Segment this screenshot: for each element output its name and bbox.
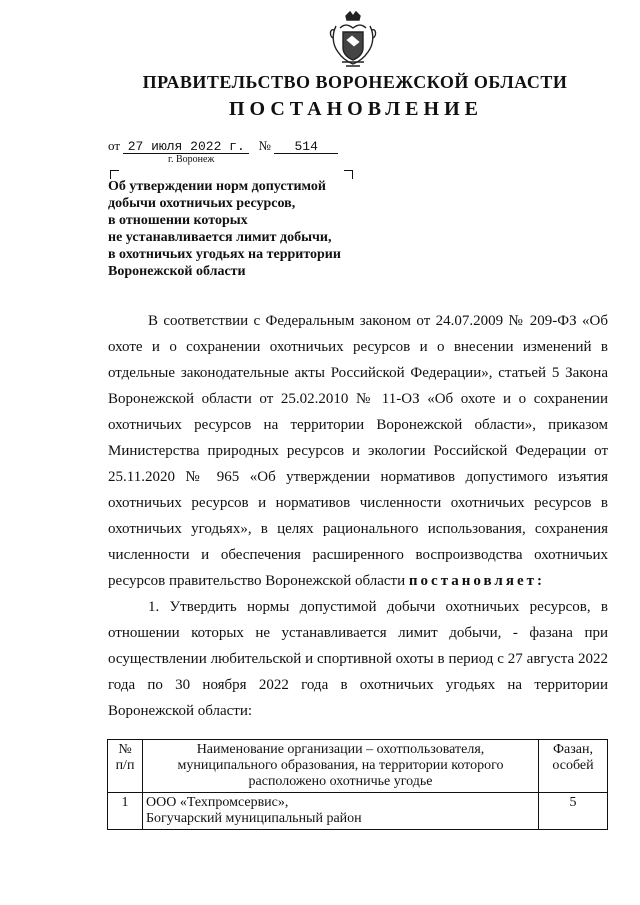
subject-line: в охотничьих угодьях на территории <box>108 247 341 262</box>
decree-number: 514 <box>274 140 338 154</box>
decree-date: 27 июля 2022 г. <box>123 140 249 154</box>
subject-line: Воронежской области <box>108 264 246 279</box>
decree-body <box>108 308 608 724</box>
row-number: 1 <box>108 793 143 830</box>
document-type: ПОСТАНОВЛЕНИЕ <box>229 98 483 120</box>
decree-subject <box>108 178 341 280</box>
table-row <box>108 793 608 830</box>
coat-of-arms-icon <box>328 10 378 70</box>
header-pheasant: Фазан, особей <box>539 740 608 793</box>
number-label: № <box>258 138 271 153</box>
date-number-line <box>108 138 338 154</box>
header-organization: Наименование организации – охотпользователя, муниципального образования, на территории которого расположено охотничье угодье <box>143 740 539 793</box>
subject-line: добычи охотничьих ресурсов, <box>108 196 296 211</box>
subject-line: не устанавливается лимит добычи, <box>108 230 332 245</box>
preamble-text: В соответствии с Федеральным законом от 24.07.2009 № 209-ФЗ «Об охоте и о сохранении охотничьих ресурсов и о внесении изменений в отдельные законодательные акты Российской Федерации», статьей 5 Закона Воронежской области от 25.02.2010 № 11-ОЗ «Об охоте и о сохранении охотничьих ресурсов на территории Воронежской области», приказом Министерства природных ресурсов и экологии Российской Федерации от 25.11.2020 № 965 «Об утверждении нормативов допустимого изъятия охотничьих ресурсов и нормативов численности охотничьих ресурсов в охотничьих угодьях», в целях рационального использования, сохранения численности и обеспечения расширенного воспроизводства охотничьих ресурсов правительство Воронежской области <box>108 313 608 589</box>
row-pheasant-count: 5 <box>539 793 608 830</box>
table-header-row <box>108 740 608 793</box>
item-1-paragraph: 1. Утвердить нормы допустимой добычи охотничьих ресурсов, в отношении которых не устанавливается лимит добычи, - фазана при осуществлении любительской и спортивной охоты в период с 27 августа 2022 года по 30 ноября 2022 года в охотничьих угодьях на территории Воронежской области: <box>108 599 608 719</box>
government-title: ПРАВИТЕЛЬСТВО ВОРОНЕЖСКОЙ ОБЛАСТИ <box>142 72 568 92</box>
header-number: № п/п <box>108 740 143 793</box>
subject-line: в отношении которых <box>108 213 248 228</box>
hunting-norms-table <box>107 739 608 830</box>
subject-corner-right <box>344 170 353 179</box>
organization-name: ООО «Техпромсервис», <box>146 795 289 810</box>
from-label: от <box>108 138 121 153</box>
subject-line: Об утверждении норм допустимой <box>108 179 326 194</box>
resolves-word: постановляет: <box>408 573 545 589</box>
municipal-district: Богучарский муниципальный район <box>146 811 362 826</box>
city-label: г. Воронеж <box>168 154 215 165</box>
row-organization <box>143 793 539 830</box>
preamble-paragraph <box>108 308 608 594</box>
